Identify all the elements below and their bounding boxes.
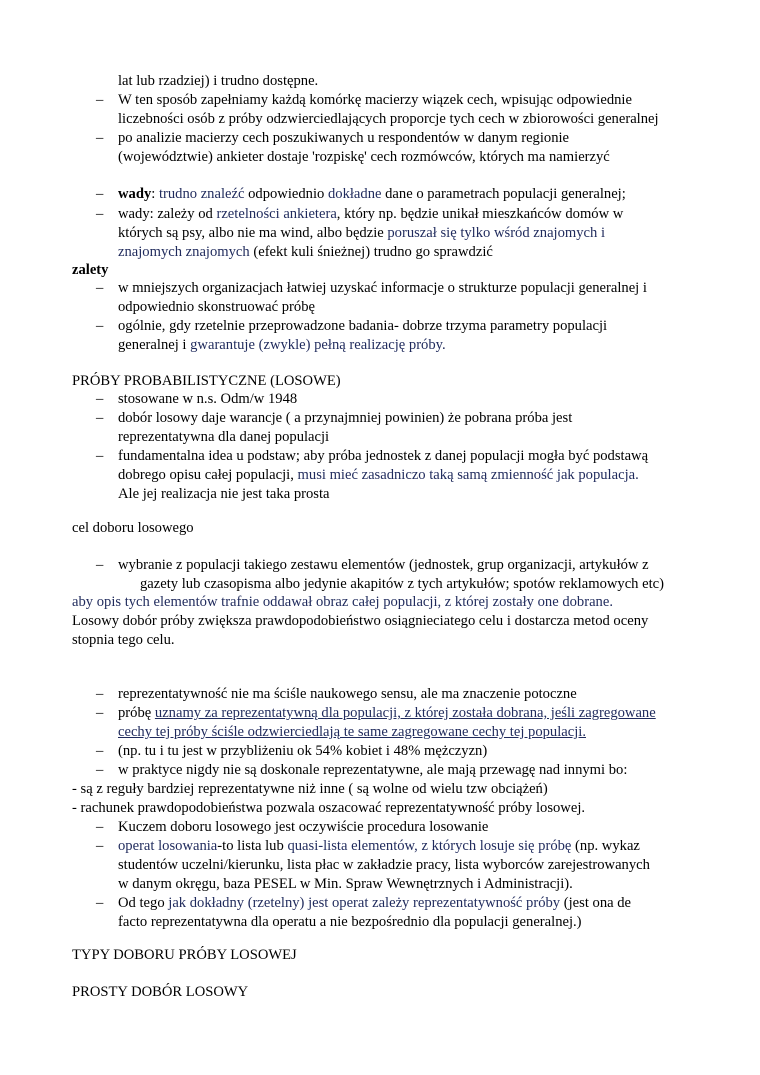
underlined-text: uznamy za reprezentatywną dla populacji, z której została dobrana, jeśli zagregowane (154, 705, 656, 721)
text-span: (jest ona de (560, 895, 632, 911)
text-line: (np. tu i tu jest w przybliżeniu ok 54% kobiet i 48% mężczyzn) (118, 743, 488, 759)
bullet-dash: – (96, 280, 104, 296)
bullet-dash: – (96, 819, 104, 835)
text-span: Od tego (118, 895, 169, 911)
text-line: w mniejszych organizacjach łatwiej uzyskać informacje o strukturze populacji generalnej i (118, 280, 647, 296)
text-line (118, 224, 693, 243)
text-line: Kuczem doboru losowego jest oczywiście procedura losowanie (118, 819, 489, 835)
text-line: w danym okręgu, baza PESEL w Min. Spraw Wewnętrznych i Administracji). (118, 876, 573, 892)
text-span: dobrego opisu całej populacji, (118, 467, 298, 483)
highlighted-text: jak dokładny (rzetelny) jest operat zależy reprezentatywność próby (168, 895, 561, 911)
text-span: -to lista lub (217, 838, 288, 854)
highlighted-text: znajomych znajomych (118, 244, 250, 260)
bold-term: wady (118, 186, 152, 202)
bullet-dash: – (96, 448, 104, 464)
text-line: - są z reguły bardziej reprezentatywne niż inne ( są wolne od wielu tzw obciążeń) (72, 781, 548, 797)
highlighted-text: operat losowania (118, 838, 218, 854)
bullet-dash: – (96, 186, 104, 202)
highlighted-paragraph: aby opis tych elementów trafnie oddawał obraz całej populacji, z której zostały one dobrane. (72, 594, 613, 610)
text-span: (efekt kuli śnieżnej) trudno go sprawdzić (249, 244, 493, 260)
text-line: reprezentatywność nie ma ściśle naukowego sensu, ale ma znaczenie potoczne (118, 686, 577, 702)
section-heading: PRÓBY PROBABILISTYCZNE (LOSOWE) (72, 373, 341, 389)
bullet-dash: – (96, 130, 104, 146)
text-line: stopnia tego celu. (72, 632, 175, 648)
text-span: wady: zależy od (118, 206, 217, 222)
bullet-dash: – (96, 410, 104, 426)
text-line (118, 837, 693, 856)
text-line (118, 466, 693, 485)
text-line: dobór losowy daje warancje ( a przynajmniej powinien) że pobrana próba jest (118, 410, 573, 426)
text-line: W ten sposób zapełniamy każdą komórkę macierzy wiązek cech, wpisując odpowiednie (118, 92, 632, 108)
text-line: fundamentalna idea u podstaw; aby próba jednostek z danej populacji mogła być podstawą (118, 448, 649, 464)
text-line (118, 185, 693, 204)
text-line: Ale jej realizacja nie jest taka prosta (118, 486, 330, 502)
text-line: wybranie z populacji takiego zestawu elementów (jednostek, grup organizacji, artykułów z (118, 557, 649, 573)
bullet-dash: – (96, 762, 104, 778)
text-line: reprezentatywna dla danej populacji (118, 429, 330, 445)
text-line: lat lub rzadziej) i trudno dostępne. (118, 73, 319, 89)
text-line: po analizie macierzy cech poszukiwanych u respondentów w danym regionie (118, 130, 570, 146)
text-line (118, 894, 693, 913)
bullet-dash: – (96, 318, 104, 334)
text-line: Losowy dobór próby zwiększa prawdopodobieństwo osiągnieciatego celu i dostarcza metod oceny (72, 613, 649, 629)
bullet-dash: – (96, 743, 104, 759)
section-heading: PROSTY DOBÓR LOSOWY (72, 984, 249, 1000)
text-span: : (151, 186, 159, 202)
bullet-dash: – (96, 895, 104, 911)
highlighted-text: quasi-lista elementów, z których losuje się próbę (287, 838, 572, 854)
text-span: dane o parametrach populacji generalnej; (381, 186, 626, 202)
section-heading: TYPY DOBORU PRÓBY LOSOWEJ (72, 947, 297, 963)
text-line (118, 205, 693, 224)
text-line (118, 243, 693, 262)
bullet-dash: – (96, 557, 104, 573)
text-line: - rachunek prawdopodobieństwa pozwala oszacować reprezentatywność próby losowej. (72, 800, 586, 816)
text-line: (województwie) ankieter dostaje 'rozpiskę' cech rozmówców, których ma namierzyć (118, 149, 610, 165)
bullet-dash: – (96, 206, 104, 222)
highlighted-text: rzetelności ankietera (216, 206, 337, 222)
text-line (118, 336, 693, 355)
text-line: stosowane w n.s. Odm/w 1948 (118, 391, 298, 407)
text-line: ogólnie, gdy rzetelnie przeprowadzone badania- dobrze trzyma parametry populacji (118, 318, 608, 334)
bullet-dash: – (96, 705, 104, 721)
underlined-text: cechy tej próby ściśle odzwierciedlają te same zagregowane cechy tej populacji. (118, 724, 586, 740)
text-span: , który np. będzie unikał mieszkańców domów w (336, 206, 624, 222)
text-line (118, 704, 693, 723)
text-line: studentów uczelni/kierunku, lista płac w zakładzie pracy, lista wyborców zarejestrowanych (118, 857, 650, 873)
text-line: facto reprezentatywna dla operatu a nie bezpośrednio dla populacji generalnej.) (118, 914, 582, 930)
text-span: odpowiednio (244, 186, 328, 202)
highlighted-text: musi mieć zasadniczo taką samą zmienność jak populacja. (297, 467, 639, 483)
text-span: generalnej i (118, 337, 191, 353)
highlighted-text: gwarantuje (zwykle) pełną realizację próby. (190, 337, 446, 353)
text-line: odpowiednio skonstruować próbę (118, 299, 315, 315)
text-span: których są psy, albo nie ma wind, albo będzie (118, 225, 388, 241)
text-line: gazety lub czasopisma albo jedynie akapitów z tych artykułów; spotów reklamowych etc) (140, 576, 664, 592)
bullet-dash: – (96, 686, 104, 702)
section-heading: cel doboru losowego (72, 520, 194, 536)
highlighted-text: dokładne (327, 186, 382, 202)
text-span: (np. wykaz (571, 838, 640, 854)
text-line: w praktyce nigdy nie są doskonale reprezentatywne, ale mają przewagę nad innymi bo: (118, 762, 628, 778)
section-label-zalety: zalety (72, 262, 109, 278)
bullet-dash: – (96, 838, 104, 854)
text-span: próbę (118, 705, 155, 721)
bullet-dash: – (96, 92, 104, 108)
text-line (118, 723, 693, 742)
highlighted-text: poruszał się tylko wśród znajomych i (387, 225, 606, 241)
highlighted-text: trudno znaleźć (158, 186, 245, 202)
text-line: liczebności osób z próby odzwierciedlających proporcje tych cech w zbiorowości generalnej (118, 111, 659, 127)
bullet-dash: – (96, 391, 104, 407)
